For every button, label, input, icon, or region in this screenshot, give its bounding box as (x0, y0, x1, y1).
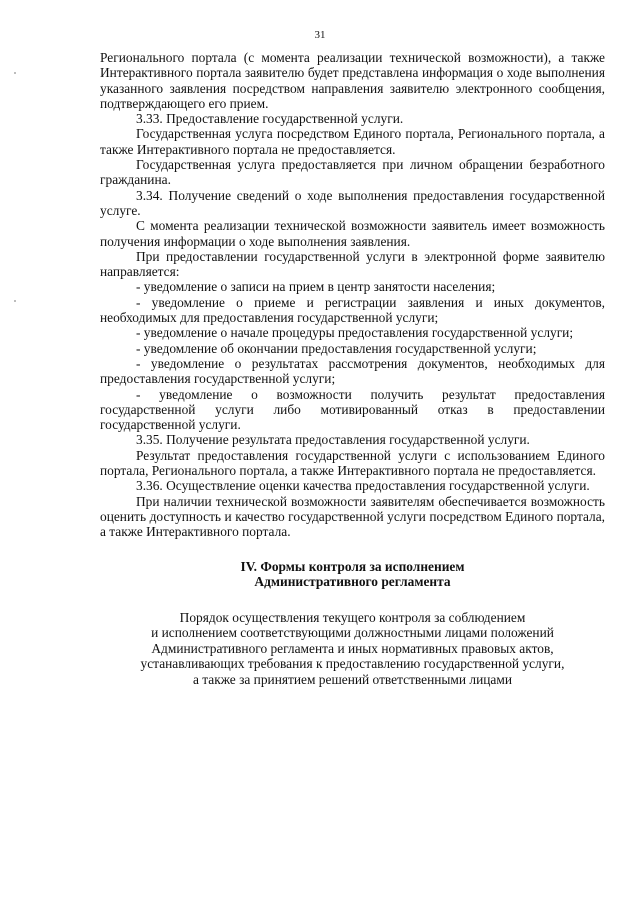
subheading-line: и исполнением соответствующими должностными лицами положений (151, 625, 554, 640)
paragraph: Государственная услуга посредством Единого портала, Регионального портала, а также Интерактивного портала не предоставляется. (100, 126, 605, 157)
scan-mark (14, 72, 16, 74)
section-heading (100, 559, 605, 590)
paragraph: 3.34. Получение сведений о ходе выполнения предоставления государственной услуге. (100, 187, 605, 218)
paragraph: 3.36. Осуществление оценки качества предоставления государственной услуги. (136, 478, 590, 494)
list-item: - уведомление о начале процедуры предоставления государственной услуги; (136, 325, 574, 341)
scan-mark (14, 300, 16, 302)
paragraph: Результат предоставления государственной услуги с использованием Единого портала, Регионального портала, а также Интерактивного портала не предоставляется. (100, 447, 605, 479)
section-heading-line: IV. Формы контроля за исполнением (240, 558, 465, 574)
paragraph: Государственная услуга предоставляется при личном обращении безработного гражданина. (100, 157, 605, 188)
list-item: - уведомление об окончании предоставления государственной услуги; (136, 340, 537, 356)
list-item: - уведомление о результатах рассмотрения документов, необходимых для предоставления государственной услуги; (100, 355, 605, 387)
paragraph: Регионального портала (с момента реализации технической возможности), а также Интерактивного портала заявителю будет представлена информация о ходе выполнения указанного заявления посредством направления заявителю электронного сообщения, подтверждающего его прием. (100, 50, 605, 111)
subheading-line: Порядок осуществления текущего контроля за соблюдением (179, 609, 526, 625)
document-body (100, 50, 605, 687)
page-number: 31 (314, 29, 326, 41)
list-item: - уведомление о возможности получить результат предоставления государственной услуги либо мотивированный отказ в предоставлении государственной услуги. (100, 386, 605, 433)
paragraph: С момента реализации технической возможности заявитель имеет возможность получения информации о ходе выполнения заявления. (100, 218, 605, 249)
paragraph: 3.35. Получение результата предоставления государственной услуги. (136, 432, 530, 448)
subheading (100, 610, 605, 688)
paragraph-list (100, 50, 605, 540)
subheading-line: Административного регламента и иных нормативных правовых актов, (151, 640, 554, 656)
subheading-line: а также за принятием решений ответственными лицами (192, 671, 513, 687)
paragraph: При наличии технической возможности заявителям обеспечивается возможность оценить доступность и качество государственной услуги посредством Единого портала, а также Интерактивного портала. (100, 493, 605, 540)
section-heading-line: Административного регламента (254, 574, 451, 589)
list-item: - уведомление о записи на прием в центр занятости населения; (136, 279, 496, 295)
list-item: - уведомление о приеме и регистрации заявления и иных документов, необходимых для предоставления государственной услуги; (100, 294, 605, 326)
paragraph: 3.33. Предоставление государственной услуги. (136, 111, 404, 127)
paragraph: При предоставлении государственной услуги в электронной форме заявителю направляется: (100, 248, 605, 280)
subheading-line: устанавливающих требования к предоставлению государственной услуги, (140, 656, 565, 671)
